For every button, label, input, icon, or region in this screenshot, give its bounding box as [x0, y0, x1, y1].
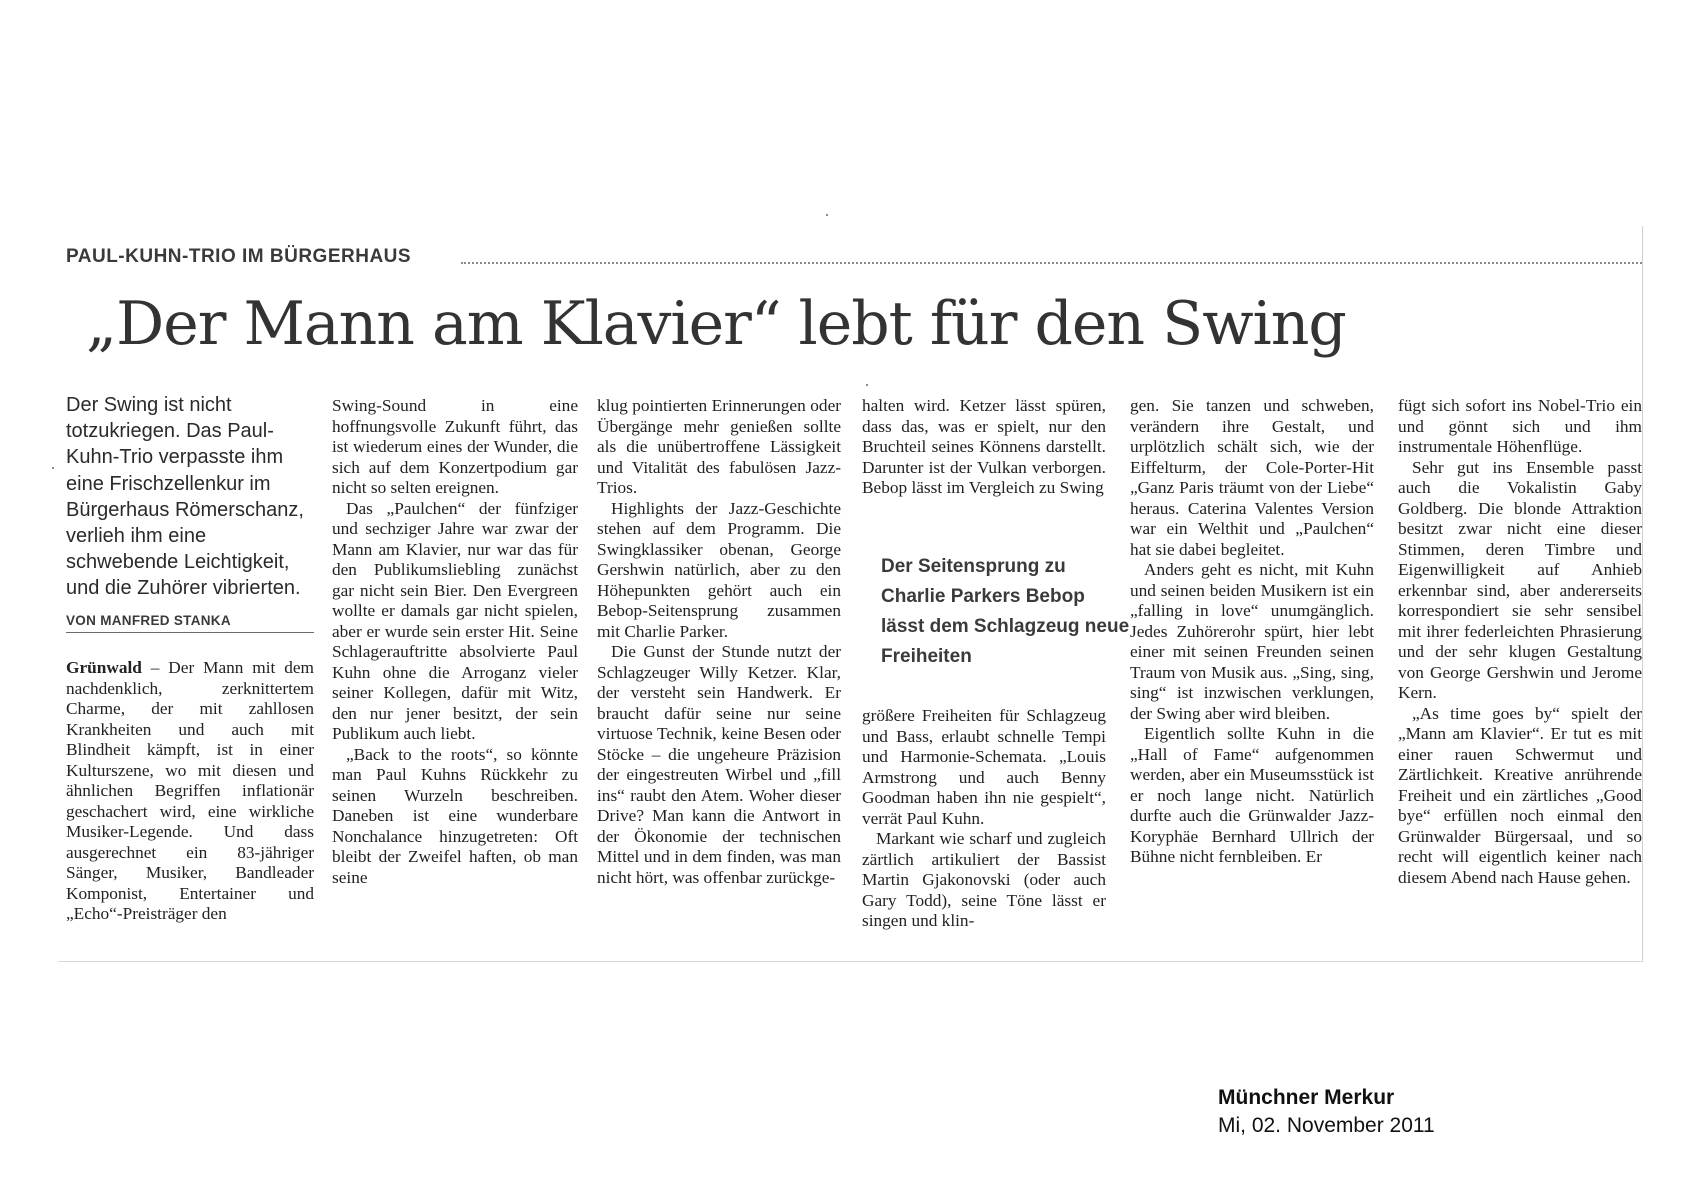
column-5-paragraph-3: Eigentlich sollte Kuhn in die „Hall of Fame“ aufgenommen werden, aber ein Museumsstück ist er noch lange nicht. Natürlich durfte auch die Grünwalder Jazz-Koryphäe Bernhard Ullrich der Bühne nicht fernbleiben. Er [1130, 724, 1374, 866]
source-citation [1218, 1084, 1435, 1140]
column-5-paragraph-1: gen. Sie tanzen und schweben, verändern ihre Gestalt, und urplötzlich schält sich, wie der Eiffelturm, der Cole-Porter-Hit „Ganz Paris träumt von der Liebe“ heraus. Caterina Valentes Version war ein Welthit und „Paulchen“ hat sie dabei begleitet. [1130, 396, 1374, 559]
publication-date: Mi, 02. November 2011 [1218, 1114, 1435, 1137]
article-pullquote: Der Seitensprung zu Charlie Parkers Bebop lässt dem Schlagzeug neue Freiheiten [881, 556, 1130, 667]
article-column-6 [1398, 396, 1642, 888]
article-byline: VON MANFRED STANKA [66, 613, 314, 633]
column-6-paragraph-3: „As time goes by“ spielt der „Mann am Klavier“. Er tut es mit einer rauen Schwermut und Zärtlichkeit. Kreative anrührende Freiheit und ein zärtliches „Good bye“ erfüllen noch einmal den Grünwalder Bürgersaal, und so recht will eigentlich keiner nach diesem Abend nach Hause gehen. [1398, 703, 1642, 887]
kicker-row [66, 246, 1642, 272]
article-column-4-bottom [862, 706, 1106, 932]
column-3-paragraph-3: Die Gunst der Stunde nutzt der Schlagzeuger Willy Ketzer. Klar, der versteht sein Handwerk. Er braucht dafür seine nur seine virtuose Technik, keine Besen oder Stöcke – die ungeheure Präzision der eingestreuten Wirbel und „fill ins“ raubt den Atem. Woher dieser Drive? Man kann die Antwort in der Ökonomie der technischen Mittel und in dem finden, was man nicht hört, was offenbar zurückge- [597, 642, 841, 887]
column-4-paragraph-top: halten wird. Ketzer lässt spüren, dass das, was er spielt, nur den Bruchteil seines Könnens darstellt. Darunter ist der Vulkan verborgen. Bebop lässt im Vergleich zu Swing [862, 396, 1106, 497]
column-4-paragraph-1: größere Freiheiten für Schlagzeug und Bass, erlaubt schnelle Tempi und Harmonie-Schemata. „Louis Armstrong und auch Benny Goodman haben ihn nie gespielt“, verrät Paul Kuhn. [862, 706, 1106, 828]
column-3-paragraph-1: klug pointierten Erinnerungen oder Übergänge mehr genießen sollte als die unübertroffene Lässigkeit und Vitalität des fabulösen Jazz-Trios. [597, 396, 841, 497]
column-6-paragraph-2: Sehr gut ins Ensemble passt auch die Vokalistin Gaby Goldberg. Die blonde Attraktion besitzt zwar nicht eine dieser Stimmen, deren Timbre und Eigenwilligkeit auf Anhieb erkennbar sind, aber andererseits korrespondiert sie sehr sensibel mit ihrer federleichten Phrasierung und der sehr klugen Gestaltung von George Gershwin und Jerome Kern. [1398, 457, 1642, 702]
scan-speck [826, 214, 828, 216]
column-1-paragraph [66, 658, 314, 925]
column-1-text: – Der Mann mit dem nachdenklich, zerknittertem Charme, der mit zahllosen Krankheiten und auch mit Blindheit kämpft, ist in einer Kulturszene, wo mit diesen und ähnlichen Begriffen inflationär geschachert wird, eine wirkliche Musiker-Legende. Und dass ausgerechnet ein 83-jähriger Sänger, Musiker, Bandleader Komponist, Entertainer und „Echo“-Preisträger den [66, 658, 314, 923]
column-2-paragraph-1: Swing-Sound in eine hoffnungsvolle Zukunft führt, das ist wiederum eines der Wunder, die sich auf dem Konzertpodium gar nicht so selten ereignen. [332, 396, 578, 497]
article-column-3 [597, 396, 841, 888]
column-2-paragraph-3: „Back to the roots“, so könnte man Paul Kuhns Rückkehr zu seinen Wurzeln beschreiben. Daneben ist eine wunderbare Nonchalance hinzugetreten: Oft bleibt der Zweifel haften, ob man seine [332, 744, 578, 887]
scan-speck [52, 467, 54, 469]
kicker-dotted-rule [461, 262, 1642, 264]
article-headline: „Der Mann am Klavier“ lebt für den Swing [86, 289, 1346, 359]
publication-name: Münchner Merkur [1218, 1086, 1395, 1109]
article-lead: Der Swing ist nicht totzukriegen. Das Paul-Kuhn-Trio verpasste ihm eine Frischzellenkur im Bürgerhaus Römerschanz, verlieh ihm eine schwebende Leichtigkeit, und die Zuhörer vibrierten. [66, 394, 304, 600]
column-3-paragraph-2: Highlights der Jazz-Geschichte stehen auf dem Programm. Die Swingklassiker obenan, George Gershwin natürlich, aber zu den Höhepunkten gehört auch ein Bebop-Seitensprung zusammen mit Charlie Parker. [597, 498, 841, 641]
article-column-5 [1130, 396, 1374, 868]
article-column-4-top [862, 396, 1106, 499]
scan-speck [866, 384, 868, 386]
column-6-paragraph-1: fügt sich sofort ins Nobel-Trio ein und gönnt sich und ihm instrumentale Höhenflüge. [1398, 396, 1642, 456]
column-5-paragraph-2: Anders geht es nicht, mit Kuhn und seinen beiden Musikern ist ein „falling in love“ unumgänglich. Jedes Zuhörerohr spürt, hier lebt einer mit seinen Freunden seinen Traum von Musik aus. „Sing, sing, sing“ ist inzwischen verklungen, der Swing aber wird bleiben. [1130, 560, 1374, 723]
dateline-location: Grünwald [66, 658, 142, 677]
column-2-paragraph-2: Das „Paulchen“ der fünfziger und sechziger Jahre war zwar der Mann am Klavier, nur war das für den Publikumsliebling zunächst gar nicht sein Bier. Den Evergreen wollte er damals gar nicht spielen, aber er wurde sein erster Hit. Seine Schlagerauftritte absolvierte Paul Kuhn ohne die Arroganz vieler seiner Kollegen, dafür mit Witz, den nur jener besitzt, der sein Publikum auch liebt. [332, 498, 578, 743]
article-column-1 [66, 658, 314, 925]
column-4-paragraph-2: Markant wie scharf und zugleich zärtlich artikuliert der Bassist Martin Gjakonovski (oder auch Gary Todd), seine Töne lässt er singen und klin- [862, 829, 1106, 930]
article-column-2 [332, 396, 578, 888]
article-kicker: PAUL-KUHN-TRIO IM BÜRGERHAUS [66, 246, 412, 267]
